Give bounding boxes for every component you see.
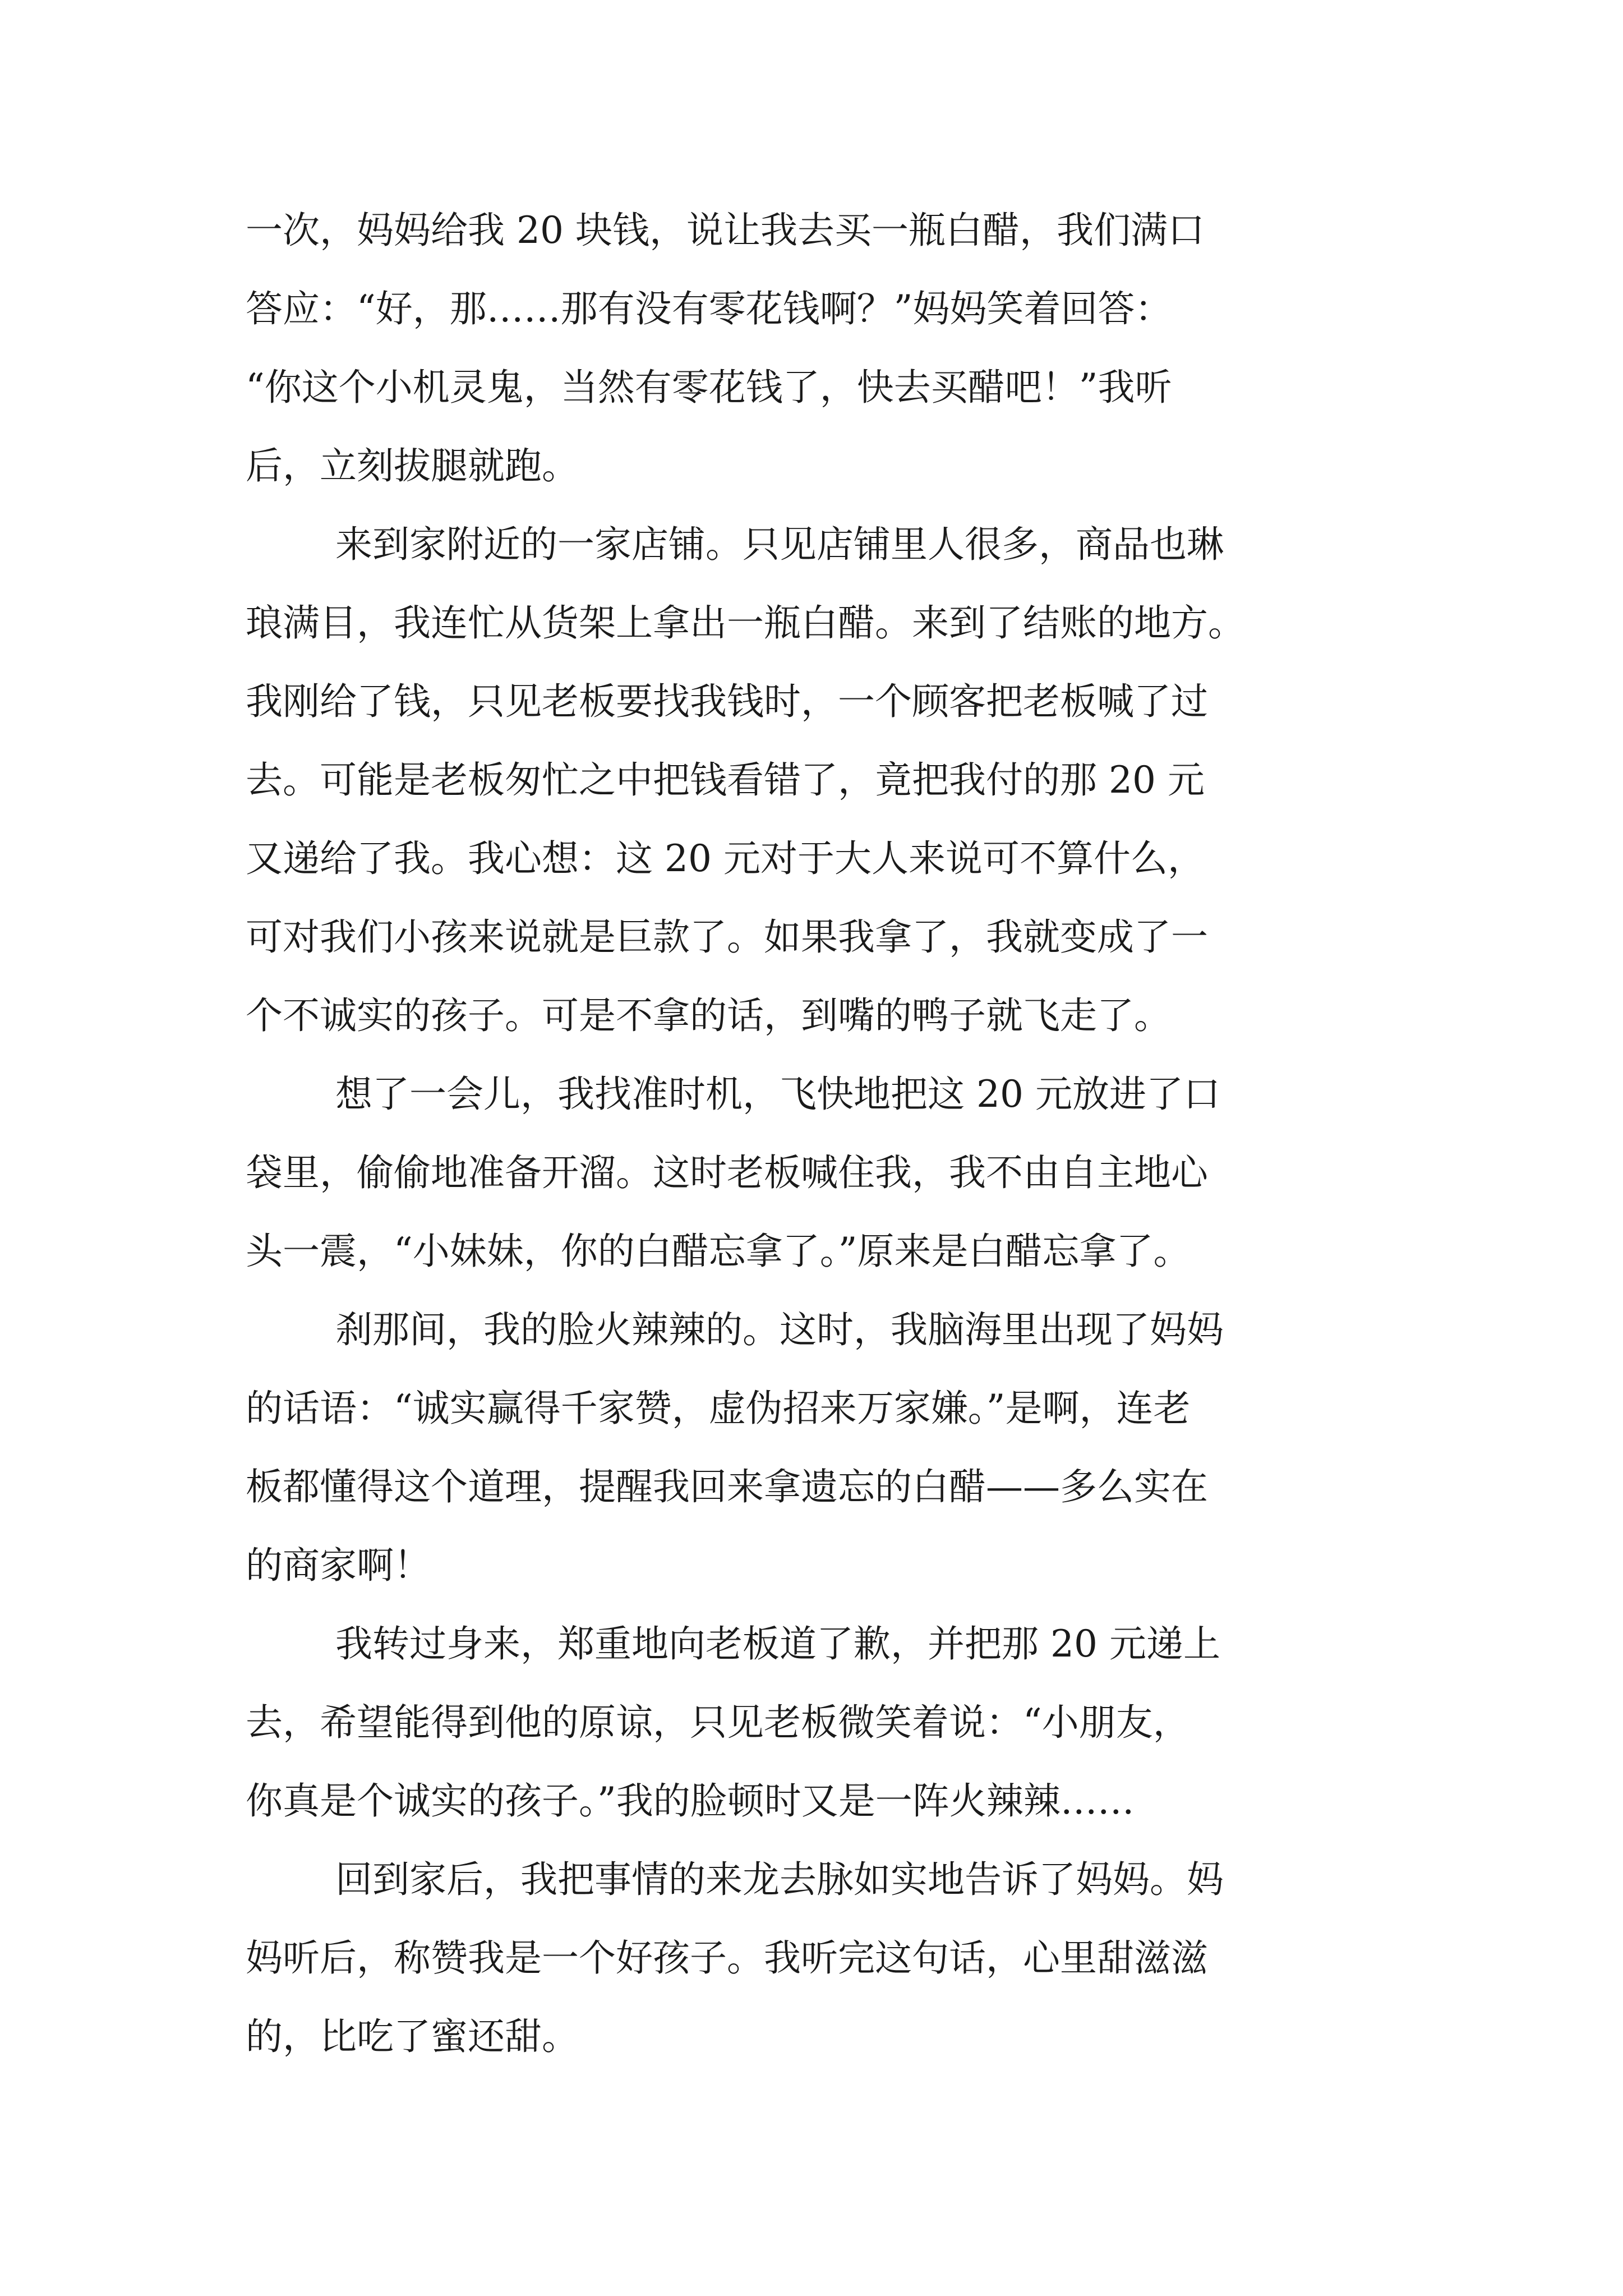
text-line-18: 的商家啊！ [246,1544,431,1587]
text-line-24: 的，比吃了蜜还甜。 [246,2015,579,2058]
text-line-1: 一次，妈妈给我 20 块钱，说让我去买一瓶白醋，我们满口 [246,209,1205,252]
text-line-14: 头一震，“小妹妹，你的白醋忘拿了。”原来是白醋忘拿了。 [246,1230,1191,1273]
text-line-8: 去。可能是老板匆忙之中把钱看错了，竟把我付的那 20 元 [246,758,1205,802]
text-line-15: 刹那间，我的脸火辣辣的。这时，我脑海里出现了妈妈 [335,1308,1224,1351]
text-line-13: 袋里，偷偷地准备开溜。这时老板喊住我，我不由自主地心 [246,1151,1208,1194]
text-line-21: 你真是个诚实的孩子。”我的脸顿时又是一阵火辣辣…… [246,1779,1135,1823]
text-line-12: 想了一会儿，我找准时机，飞快地把这 20 元放进了口 [335,1073,1220,1116]
text-line-22: 回到家后，我把事情的来龙去脉如实地告诉了妈妈。妈 [335,1858,1224,1901]
text-line-20: 去，希望能得到他的原谅，只见老板微笑着说：“小朋友， [246,1701,1190,1744]
text-line-9: 又递给了我。我心想：这 20 元对于大人来说可不算什么， [246,837,1205,880]
text-line-16: 的话语：“诚实赢得千家赞，虚伪招来万家嫌。”是啊，连老 [246,1387,1191,1430]
text-line-17: 板都懂得这个道理，提醒我回来拿遗忘的白醋——多么实在 [246,1465,1208,1508]
text-line-2: 答应：“好，那……那有没有零花钱啊？”妈妈笑着回答： [246,287,1172,330]
text-line-3: “你这个小机灵鬼，当然有零花钱了，快去买醋吧！”我听 [246,366,1172,409]
text-line-23: 妈听后，称赞我是一个好孩子。我听完这句话，心里甜滋滋 [246,1936,1208,1980]
text-line-19: 我转过身来，郑重地向老板道了歉，并把那 20 元递上 [335,1622,1220,1665]
text-line-7: 我刚给了钱，只见老板要找我钱时，一个顾客把老板喊了过 [246,680,1208,723]
text-line-4: 后，立刻拔腿就跑。 [246,444,579,487]
text-line-5: 来到家附近的一家店铺。只见店铺里人很多，商品也琳 [335,523,1224,566]
text-line-11: 个不诚实的孩子。可是不拿的话，到嘴的鸭子就飞走了。 [246,994,1171,1037]
text-line-6: 琅满目，我连忙从货架上拿出一瓶白醋。来到了结账的地方。 [246,601,1245,645]
text-line-10: 可对我们小孩来说就是巨款了。如果我拿了，我就变成了一 [246,915,1208,959]
